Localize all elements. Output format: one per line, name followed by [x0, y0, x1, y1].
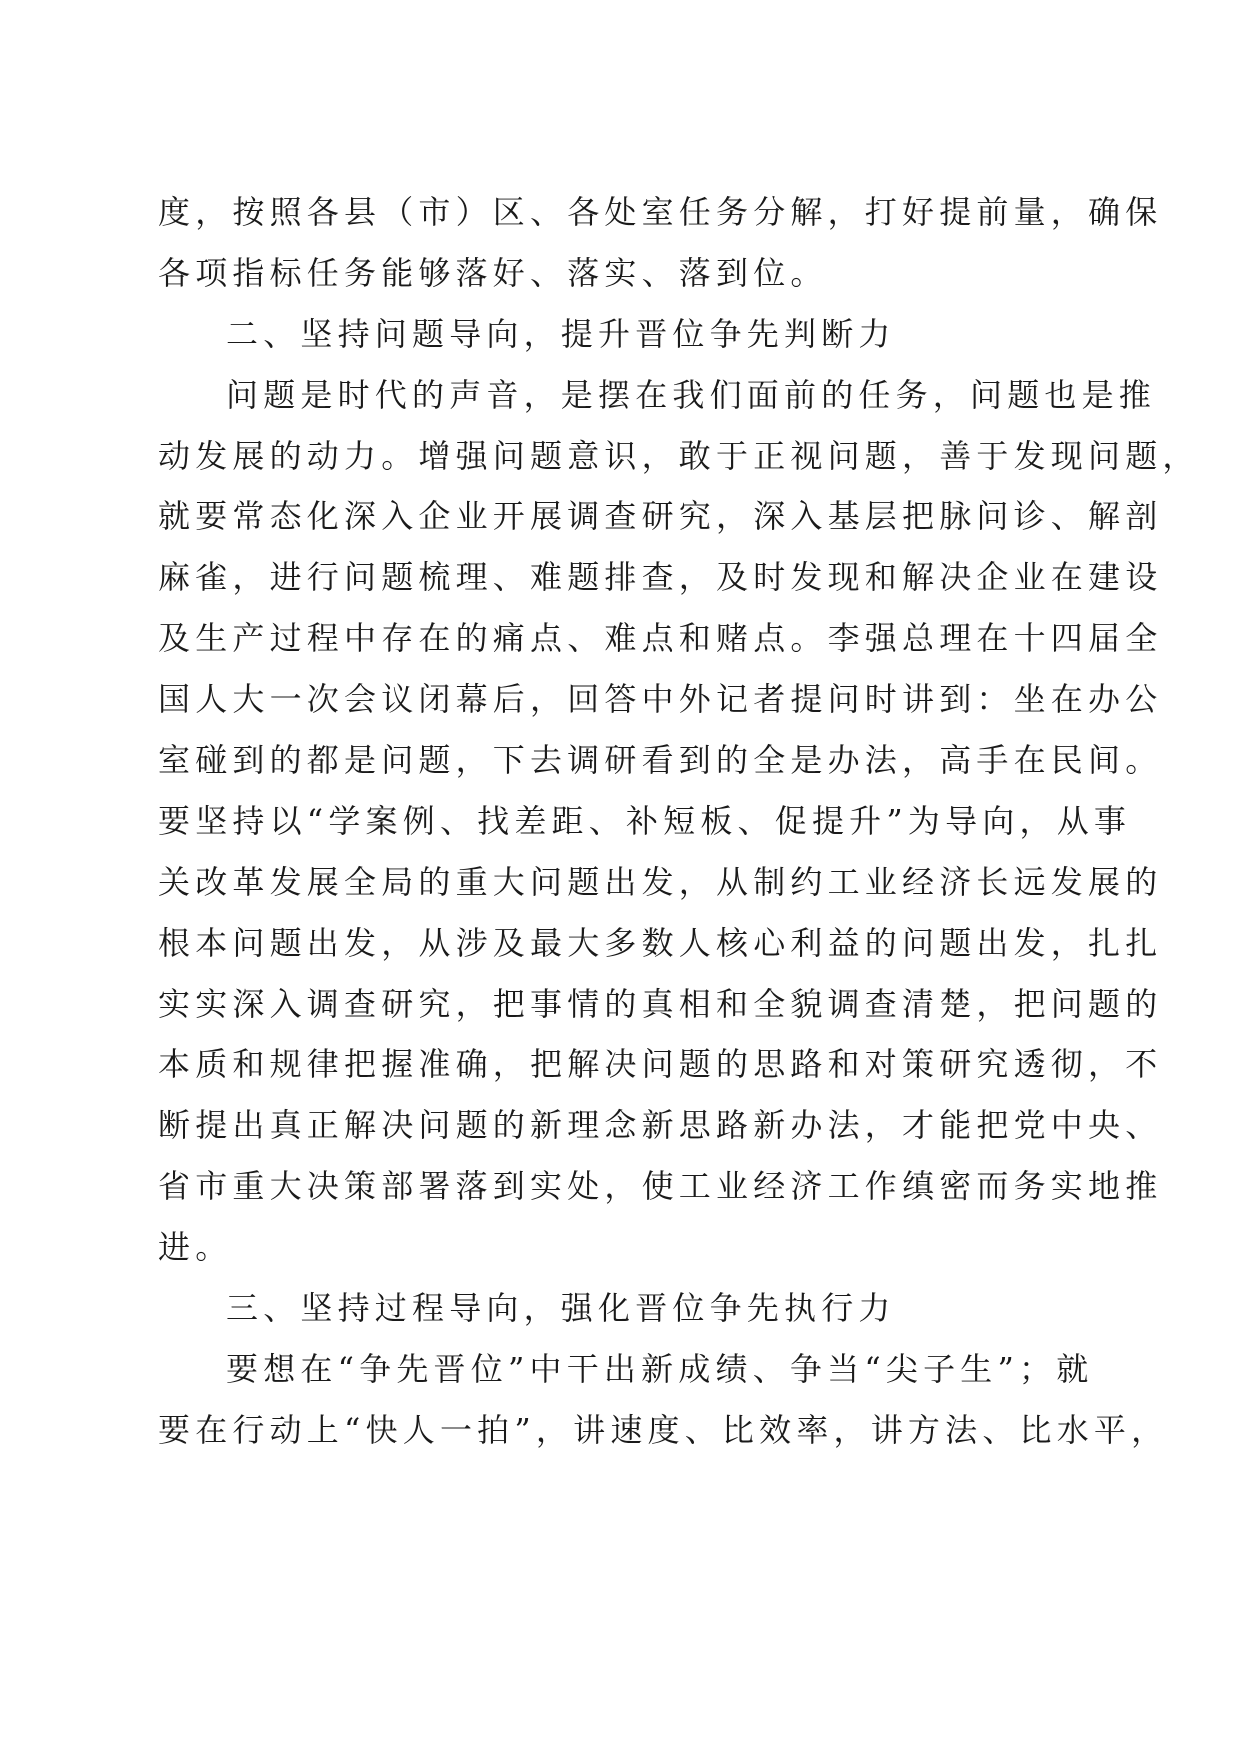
body-line: 度，按照各县（市）区、各处室任务分解，打好提前量，确保: [158, 193, 1163, 231]
body-line: 国人大一次会议闭幕后，回答中外记者提问时讲到：坐在办公: [158, 680, 1163, 719]
section-heading-3: 三、坚持过程导向，强化晋位争先执行力: [226, 1289, 896, 1328]
body-line: 进。: [158, 1228, 233, 1267]
paragraph-start-line: 问题是时代的声音，是摆在我们面前的任务，问题也是推: [226, 375, 1157, 414]
body-line: 要坚持以“学案例、找差距、补短板、促提升”为导向，从事: [158, 801, 1132, 840]
body-line: 关改革发展全局的重大问题出发，从制约工业经济长远发展的: [158, 862, 1163, 901]
body-line: 各项指标任务能够落好、落实、落到位。: [158, 253, 828, 292]
section-heading-2: 二、坚持问题导向，提升晋位争先判断力: [226, 314, 896, 353]
body-line: 动发展的动力。增强问题意识，敢于正视问题，善于发现问题，: [158, 436, 1200, 475]
paragraph-start-line: 要想在“争先晋位”中干出新成绩、争当“尖子生”；就: [226, 1349, 1094, 1388]
body-line: 本质和规律把握准确，把解决问题的思路和对策研究透彻，不: [158, 1045, 1163, 1084]
document-body: [158, 182, 1200, 1461]
body-line: 要在行动上“快人一拍”，讲速度、比效率，讲方法、比水平，: [158, 1410, 1169, 1449]
body-line: 麻雀，进行问题梳理、难题排查，及时发现和解决企业在建设: [158, 558, 1163, 597]
body-line: 及生产过程中存在的痛点、难点和赌点。李强总理在十四届全: [158, 619, 1163, 658]
body-line: 室碰到的都是问题，下去调研看到的全是办法，高手在民间。: [158, 741, 1163, 780]
body-line: 实实深入调查研究，把事情的真相和全貌调查清楚，把问题的: [158, 984, 1163, 1023]
body-line: 就要常态化深入企业开展调查研究，深入基层把脉问诊、解剖: [158, 497, 1163, 536]
body-line: 省市重大决策部署落到实处，使工业经济工作缜密而务实地推: [158, 1167, 1163, 1206]
body-line: 根本问题出发，从涉及最大多数人核心利益的问题出发，扎扎: [158, 923, 1163, 962]
body-line: 断提出真正解决问题的新理念新思路新办法，才能把党中央、: [158, 1106, 1163, 1145]
